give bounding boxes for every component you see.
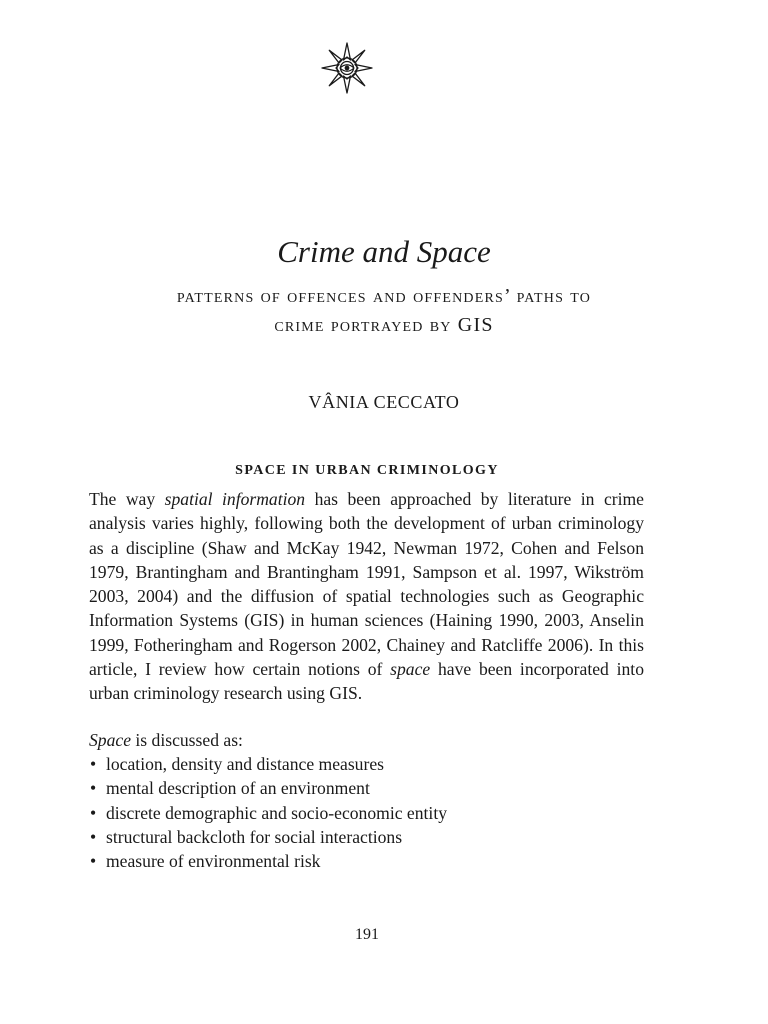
compass-star-icon xyxy=(319,40,375,96)
subtitle-line-2: crime portrayed by GIS xyxy=(274,314,494,336)
list-item xyxy=(89,801,644,825)
section-heading: SPACE IN URBAN CRIMINOLOGY xyxy=(235,463,499,478)
article-subtitle xyxy=(80,282,688,340)
article-title: Crime and Space xyxy=(277,234,491,269)
list-item-text: mental description of an environment xyxy=(106,778,370,799)
paragraph-text-1: The way xyxy=(89,489,165,509)
list-item-text: discrete demographic and socio-economic entity xyxy=(106,802,447,823)
list-item-text: location, density and distance measures xyxy=(106,754,384,774)
list-intro xyxy=(89,728,644,752)
subtitle-line-1: patterns of offences and offenders’ paths to xyxy=(176,285,592,307)
page-number: 191 xyxy=(355,926,379,943)
bullet-icon: • xyxy=(90,826,97,847)
bullet-icon: • xyxy=(90,754,97,774)
author-name: VÂNIA CECCATO xyxy=(308,392,460,412)
list-item xyxy=(89,849,644,873)
list-item xyxy=(89,825,644,849)
bullet-icon: • xyxy=(90,778,97,799)
bullet-icon: • xyxy=(90,851,97,872)
body-paragraph xyxy=(89,487,644,706)
list-intro-italic: Space xyxy=(89,730,132,750)
list-item xyxy=(89,752,644,776)
paragraph-italic-1: spatial information xyxy=(164,489,306,509)
bullet-icon: • xyxy=(90,802,97,823)
paragraph-text-2: has been approached by literature in crime analysis varies highly, following both the development of urban criminology as a discipline (Shaw and McKay 1942, Newman 1972, Cohen and Felson 1979, Brantingham and Brantingham 1991, Sampson et al. 1997, Wikström 2003, 2004) and the diffusion of spatial technologies such as Geographic Information Systems (GIS) in human sciences (Haining 1990, 2003, Anselin 1999, Fotheringham and Rogerson 2002, Chainey and Ratcliffe 2006). In this article, I review how certain notions of xyxy=(89,489,644,680)
paragraph-italic-2: space xyxy=(390,659,431,680)
bullet-list xyxy=(89,752,644,873)
paragraph-text-3: have been incorporated into urban criminology research using GIS. xyxy=(89,659,644,704)
list-item xyxy=(89,776,644,800)
list-intro-text: is discussed as: xyxy=(131,730,243,750)
list-item-text: structural backcloth for social interactions xyxy=(106,826,403,847)
list-item-text: measure of environmental risk xyxy=(106,851,321,872)
